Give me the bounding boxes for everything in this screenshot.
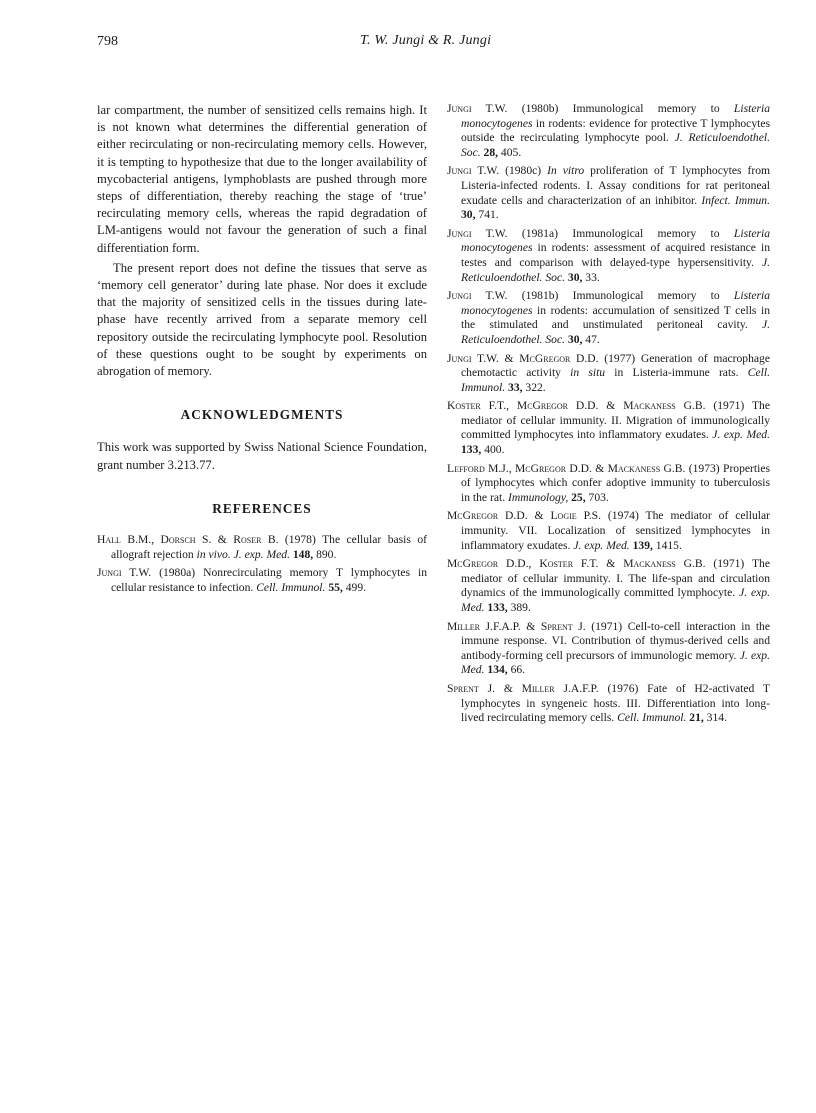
reference-title: (1981b) Immunological memory to bbox=[507, 289, 734, 303]
reference-item bbox=[447, 164, 770, 222]
reference-volume: 148, bbox=[289, 547, 314, 561]
reference-pages: 389. bbox=[507, 601, 531, 614]
reference-italic: Listeria monocytogenes bbox=[461, 226, 770, 255]
reference-item bbox=[447, 102, 770, 160]
reference-title: (1977) Generation of macrophage chemotactic activity bbox=[461, 351, 770, 380]
reference-title-rest: in Listeria-immune rats. bbox=[605, 366, 739, 380]
reference-title: (1973) Properties of lymphocytes which confer adoptive immunity to tuberculosis in the rat. bbox=[461, 461, 771, 504]
reference-title: (1976) Fate of H2-activated T lymphocytes in syngeneic hosts. III. Differentiation into long-lived recirculating memory cells. bbox=[461, 681, 770, 725]
reference-item bbox=[447, 462, 770, 506]
reference-title: (1971) The mediator of cellular immunity. II. Migration of immunologically committed lymphocytes into inflammatory exudates. bbox=[461, 399, 770, 442]
reference-title: (1980c) bbox=[499, 164, 548, 178]
reference-title: (1974) The mediator of cellular immunity. VII. Localization of sensitized lymphocytes in inflammatory exudates. bbox=[461, 509, 770, 552]
reference-volume: 133, bbox=[484, 601, 508, 614]
reference-journal: J. Reticuloendothel. Soc. bbox=[461, 255, 770, 284]
reference-author: Jungi T.W. bbox=[97, 566, 152, 580]
reference-title: (1971) The mediator of cellular immunity. I. The life-span and circulation dynamics of the immunologically committed lymphocyte. bbox=[461, 557, 770, 600]
reference-title-rest: in rodents: accumulation of sensitized T cells in the stimulated and unstimulated peritoneal cavity. bbox=[461, 303, 770, 332]
reference-title: (1978) The cellular basis of allograft rejection bbox=[111, 533, 427, 561]
reference-italic: in vivo. bbox=[196, 547, 231, 561]
reference-pages: 499. bbox=[342, 580, 367, 594]
reference-journal: Immunology, bbox=[505, 490, 569, 504]
reference-pages: 1415. bbox=[652, 538, 682, 552]
reference-author: Jungi T.W. bbox=[447, 102, 508, 115]
running-head: T. W. Jungi & R. Jungi bbox=[360, 33, 492, 48]
reference-volume: 134, bbox=[484, 663, 508, 677]
reference-title-rest: in rodents: evidence for protective T lymphocytes outside the recirculating lymphocyte pool. bbox=[461, 116, 770, 145]
reference-pages: 47. bbox=[582, 332, 600, 346]
reference-journal: Cell. Immunol. bbox=[253, 580, 326, 594]
reference-author: Jungi T.W. bbox=[447, 289, 508, 303]
reference-author: Jungi T.W. & McGregor D.D. bbox=[447, 351, 599, 365]
reference-author: Miller J.F.A.P. & Sprent J. bbox=[447, 619, 586, 633]
reference-journal: Cell. Immunol. bbox=[614, 711, 687, 725]
right-column bbox=[447, 102, 770, 730]
reference-author: Jungi T.W. bbox=[447, 164, 500, 178]
reference-volume: 30, bbox=[565, 332, 583, 346]
body-paragraph: lar compartment, the number of sensitized cells remains high. It is not known what determines the differential generation of either recirculating or non-recirculating memory cells. However, it is tempting to hypothesize that due to the longer availability of mycobacterial antigens, lymphoblasts are pushed through more steps of differentiation, thereby reaching the stage of ‘true’ recirculating memory cells, whereas the rapid degradation of LM-antigens would not favour the generation of such a final differentiation form. bbox=[97, 103, 427, 255]
references-heading: REFERENCES bbox=[212, 500, 312, 516]
reference-item bbox=[447, 509, 770, 553]
reference-journal: J. Reticuloendothel. Soc. bbox=[461, 318, 770, 346]
reference-journal: J. Reticuloendothel. Soc. bbox=[461, 131, 770, 159]
reference-journal: J. exp. Med. bbox=[708, 428, 770, 442]
reference-item bbox=[447, 227, 770, 285]
reference-volume: 21, bbox=[686, 711, 704, 725]
reference-author: Hall B.M., Dorsch S. & Roser B. bbox=[97, 533, 279, 547]
reference-author: Koster F.T., McGregor D.D. & Mackaness G.B. bbox=[447, 399, 706, 413]
reference-italic: Listeria monocytogenes bbox=[461, 289, 770, 317]
reference-journal: Infect. Immun. bbox=[697, 193, 770, 207]
reference-volume: 30, bbox=[461, 208, 476, 222]
reference-title-rest: proliferation of T lymphocytes from Listeria-infected rodents. I. Assay conditions for rat peritoneal exudate cells and characterization of an inhibitor. bbox=[461, 164, 771, 207]
reference-journal: J. exp. Med. bbox=[461, 648, 770, 677]
reference-pages: 405. bbox=[498, 145, 522, 159]
reference-author: McGregor D.D., Koster F.T. & Mackaness G.B. bbox=[447, 557, 706, 571]
reference-volume: 30, bbox=[565, 270, 583, 284]
reference-list-left bbox=[97, 533, 427, 595]
reference-volume: 133, bbox=[461, 443, 482, 457]
reference-pages: 703. bbox=[585, 490, 609, 504]
reference-volume: 33, bbox=[505, 380, 523, 394]
page-number: 798 bbox=[97, 34, 118, 49]
reference-item bbox=[447, 399, 770, 457]
reference-item bbox=[447, 557, 770, 615]
reference-item bbox=[447, 289, 770, 347]
reference-author: Sprent J. & Miller J.A.F.P. bbox=[447, 681, 599, 695]
reference-list-right bbox=[447, 102, 770, 726]
reference-item bbox=[447, 352, 770, 396]
reference-volume: 25, bbox=[568, 490, 586, 504]
reference-pages: 400. bbox=[481, 443, 505, 457]
reference-author: Lefford M.J., McGregor D.D. & Mackaness G.B. bbox=[447, 461, 686, 475]
reference-pages: 890. bbox=[313, 547, 337, 561]
body-paragraph: The present report does not define the tissues that serve as ‘memory cell generator’ during late phase. Nor does it exclude that the majority of sensitized cells in the tissues during late-phase have recently arrived from a separate memory cell repository outside the recirculating lymphocyte pool. Resolution of these questions ought to be sought by experiments on abrogation of memory. bbox=[97, 260, 427, 379]
reference-author: Jungi T.W. bbox=[447, 226, 508, 240]
acknowledgments-heading: ACKNOWLEDGMENTS bbox=[180, 407, 344, 423]
reference-title: (1971) Cell-to-cell interaction in the immune response. VI. Contribution of thymus-derived cells and antibody-forming cell precursors of immunologic memory. bbox=[461, 619, 771, 662]
reference-volume: 28, bbox=[480, 145, 499, 159]
reference-journal: J. exp. Med. bbox=[461, 586, 770, 614]
reference-italic: In vitro bbox=[547, 164, 585, 178]
reference-volume: 55, bbox=[325, 580, 343, 594]
reference-item bbox=[97, 566, 427, 595]
reference-item bbox=[97, 533, 427, 562]
reference-journal: Cell. Immunol. bbox=[461, 366, 770, 394]
reference-author: McGregor D.D. & Logie P.S. bbox=[447, 509, 601, 523]
reference-title: (1980b) Immunological memory to bbox=[507, 102, 734, 115]
reference-item bbox=[447, 620, 770, 678]
left-column bbox=[97, 102, 427, 599]
reference-italic: in situ bbox=[570, 366, 606, 380]
reference-pages: 33. bbox=[582, 270, 600, 284]
reference-italic: Listeria monocytogenes bbox=[461, 102, 770, 130]
reference-title: (1980a) Nonrecirculating memory T lymphocytes in cellular resistance to infection. bbox=[111, 566, 428, 594]
reference-journal: J. exp. Med. bbox=[570, 538, 630, 552]
reference-title-rest: in rodents: assessment of acquired resistance in testes and comparison with delayed-type hypersensitivity. bbox=[461, 241, 770, 269]
reference-journal: J. exp. Med. bbox=[230, 547, 290, 561]
reference-pages: 741. bbox=[475, 208, 499, 222]
reference-pages: 322. bbox=[522, 380, 546, 394]
acknowledgments-text: This work was supported by Swiss National Science Foundation, grant number 3.213.77. bbox=[97, 440, 427, 472]
reference-pages: 314. bbox=[703, 711, 727, 725]
reference-item bbox=[447, 682, 770, 726]
reference-title: (1981a) Immunological memory to bbox=[507, 226, 734, 240]
reference-pages: 66. bbox=[507, 663, 526, 677]
reference-volume: 139, bbox=[629, 538, 653, 552]
